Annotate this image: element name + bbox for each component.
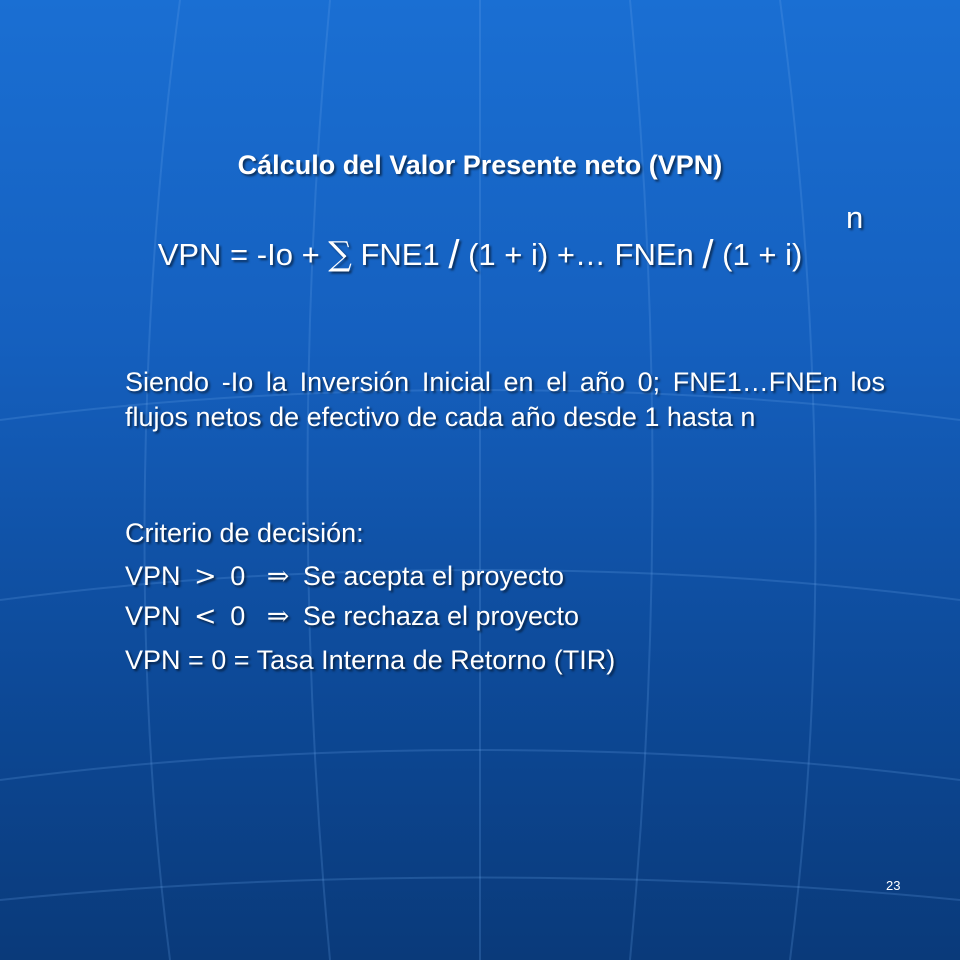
criterion-result: Se acepta el proyecto	[302, 561, 565, 591]
formula-description: Siendo -Io la Inversión Inicial en el año 0; FNE1…FNEn los flujos netos de efectivo de cada año desde 1 hasta n	[125, 367, 885, 432]
criterion-value: 0	[230, 601, 246, 631]
criteria-heading: Criterio de decisión:	[125, 518, 364, 548]
implies-arrow-icon: ⇒	[266, 601, 290, 632]
formula-part3: (1 + i)	[722, 237, 803, 272]
slide-title: Cálculo del Valor Presente neto (VPN)	[237, 150, 723, 180]
formula-slash-1: /	[448, 233, 460, 277]
greater-than-symbol: >	[194, 561, 217, 592]
formula-lhs: VPN = -Io +	[157, 237, 320, 272]
sum-symbol: ∑	[328, 234, 352, 273]
formula-part1: FNE1	[360, 237, 440, 272]
formula-slash-2: /	[702, 233, 714, 277]
criterion-lhs: VPN	[125, 601, 181, 631]
page-number: 23	[886, 878, 901, 893]
criterion-reject	[125, 601, 579, 632]
implies-arrow-icon: ⇒	[266, 561, 290, 592]
criterion-lhs: VPN	[125, 561, 181, 591]
sum-upper-limit: n	[846, 200, 864, 235]
criterion-result: Se rechaza el proyecto	[302, 601, 580, 631]
formula-part2: (1 + i) +… FNEn	[468, 237, 694, 272]
less-than-symbol: <	[194, 601, 217, 632]
tir-definition: VPN = 0 = Tasa Interna de Retorno (TIR)	[125, 645, 616, 675]
vpn-formula	[0, 233, 960, 277]
criterion-accept	[125, 561, 564, 592]
criterion-value: 0	[230, 561, 246, 591]
